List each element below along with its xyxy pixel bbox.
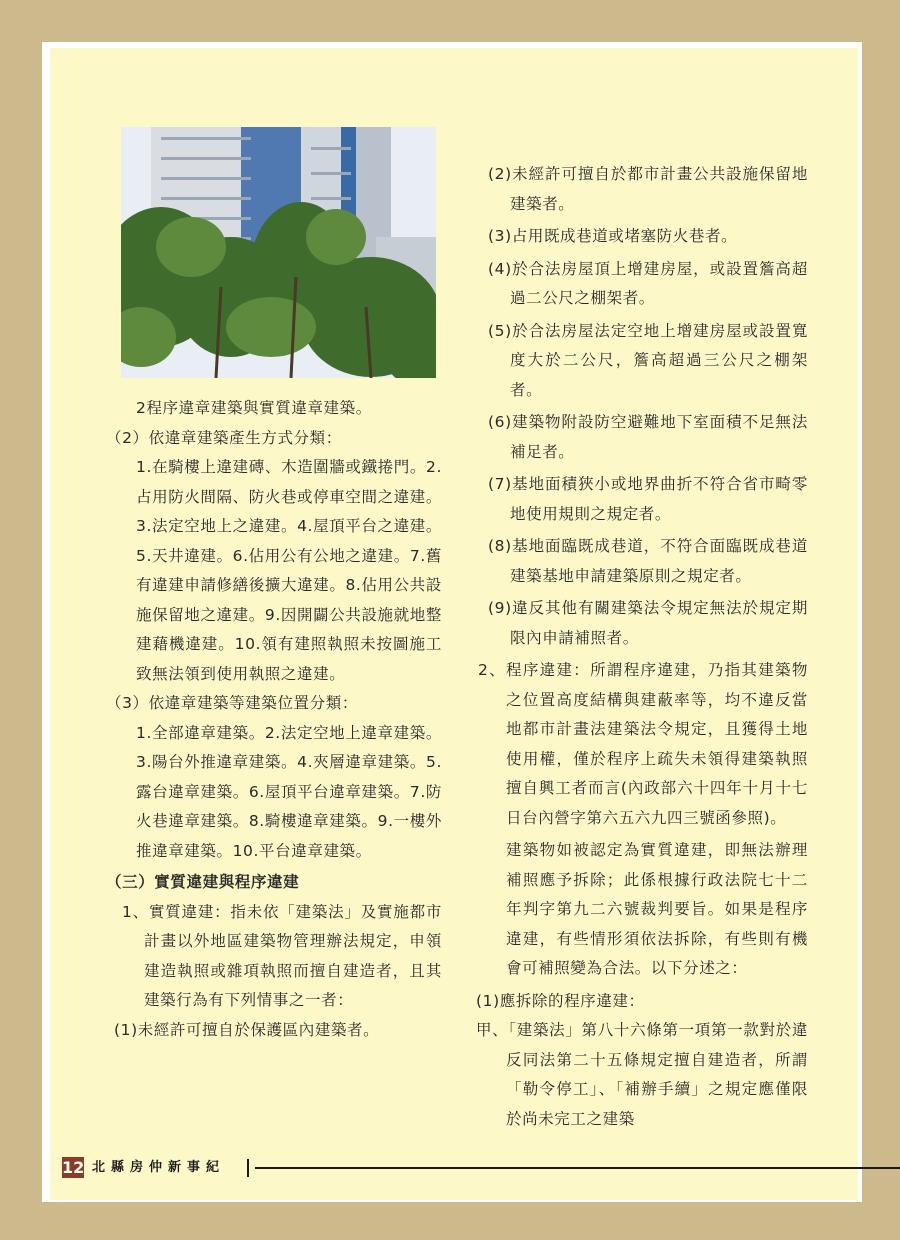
page-footer [62, 1155, 900, 1181]
list-item: (5)於合法房屋法定空地上增建房屋或設置寬度大於二公尺，簷高超過三公尺之棚架者。 [488, 321, 808, 399]
section-3-heading: （3）依違章建築等建築位置分類： [106, 694, 358, 712]
item-1-substantive: 1、實質違建：指未依「建築法」及實施都市計畫以外地區建築物管理辦法規定，申領建造執照或雜項執照而擅自建造者，且其建築行為有下列情事之一者： [122, 902, 442, 1009]
footer-rule [255, 1167, 900, 1169]
item-2-procedural: 2、程序違建：所謂程序違建，乃指其建築物之位置高度結構與建蔽率等，均不違反當地都市計畫法建築法令規定，且獲得土地使用權，僅於程序上疏失未領得建築執照擅自興工者而言(內政部六十四年十月十七日台內營字第六五六九四三號函參照)。 [478, 661, 808, 827]
building-with-trees-photo [121, 127, 436, 378]
section-2-heading: （2）依違章建築產生方式分類： [106, 428, 342, 447]
footer-divider-bar [247, 1159, 249, 1177]
list-item: (2)未經許可擅自於都市計畫公共設施保留地建築者。 [488, 165, 808, 213]
list-item: (4)於合法房屋頂上增建房屋，或設置簷高超過二公尺之棚架者。 [488, 259, 808, 307]
list-item: (6)建築物附設防空避難地下室面積不足無法補足者。 [488, 413, 808, 461]
photo-caption: 2程序違章建築與實質違章建築。 [136, 399, 372, 417]
explanation-paragraph: 建築物如被認定為實質違建，即無法辦理補照應予拆除；此係根據行政法院七十二年判字第九二六號裁判要旨。如果是程序違建，有些情形須依法拆除，有些則有機會可補照變為合法。以下分述之： [506, 841, 808, 977]
right-column [476, 160, 808, 1134]
photo-illustration [121, 127, 436, 378]
heading-substantive-vs-procedural: （三）實質違建與程序違建 [106, 873, 300, 891]
list-item: (8)基地面臨既成巷道，不符合面臨既成巷道建築基地申請建築原則之規定者。 [488, 537, 808, 585]
section-2-body: 1.在騎樓上違建磚、木造圍牆或鐵捲門。2.占用防火間隔、防火巷或停車空間之違建。3.法定空地上之違建。4.屋頂平台之違建。5.天井違建。6.佔用公有公地之違建。7.舊有違建申請修繕後擴大違建。8.佔用公共設施保留地之違建。9.因開闢公共設施就地整建藉機違建。10.領有建照執照未按圖施工致無法領到使用執照之違建。 [136, 458, 442, 683]
page-number: 12 [62, 1158, 85, 1177]
list-item: (9)違反其他有關建築法令規定無法於規定期限內申請補照者。 [488, 599, 808, 647]
section-3-body: 1.全部違章建築。2.法定空地上違章建築。3.陽台外推違章建築。4.夾層違章建築。5.露台違章建築。6.屋頂平台違章建築。7.防火巷違章建築。8.騎樓違章建築。9.一樓外推違章建築。10.平台違章建築。 [136, 723, 442, 860]
sub-item-demolish: (1)應拆除的程序違建： [476, 991, 645, 1010]
left-column [106, 394, 442, 1045]
list-item: (3)占用既成巷道或堵塞防火巷者。 [488, 227, 738, 245]
sub-item-1: (1)未經許可擅自於保護區內建築者。 [114, 1020, 380, 1039]
magazine-title: 北縣房仲新事紀 [92, 1160, 226, 1175]
list-item: (7)基地面積狹小或地界曲折不符合省市畸零地使用規則之規定者。 [488, 475, 808, 523]
sub-item-jia: 甲、「建築法」第八十六條第一項第一款對於違反同法第二十五條規定擅自建造者，所謂「勒令停工」、「補辦手續」之規定應僅限於尚未完工之建築 [476, 1021, 808, 1128]
